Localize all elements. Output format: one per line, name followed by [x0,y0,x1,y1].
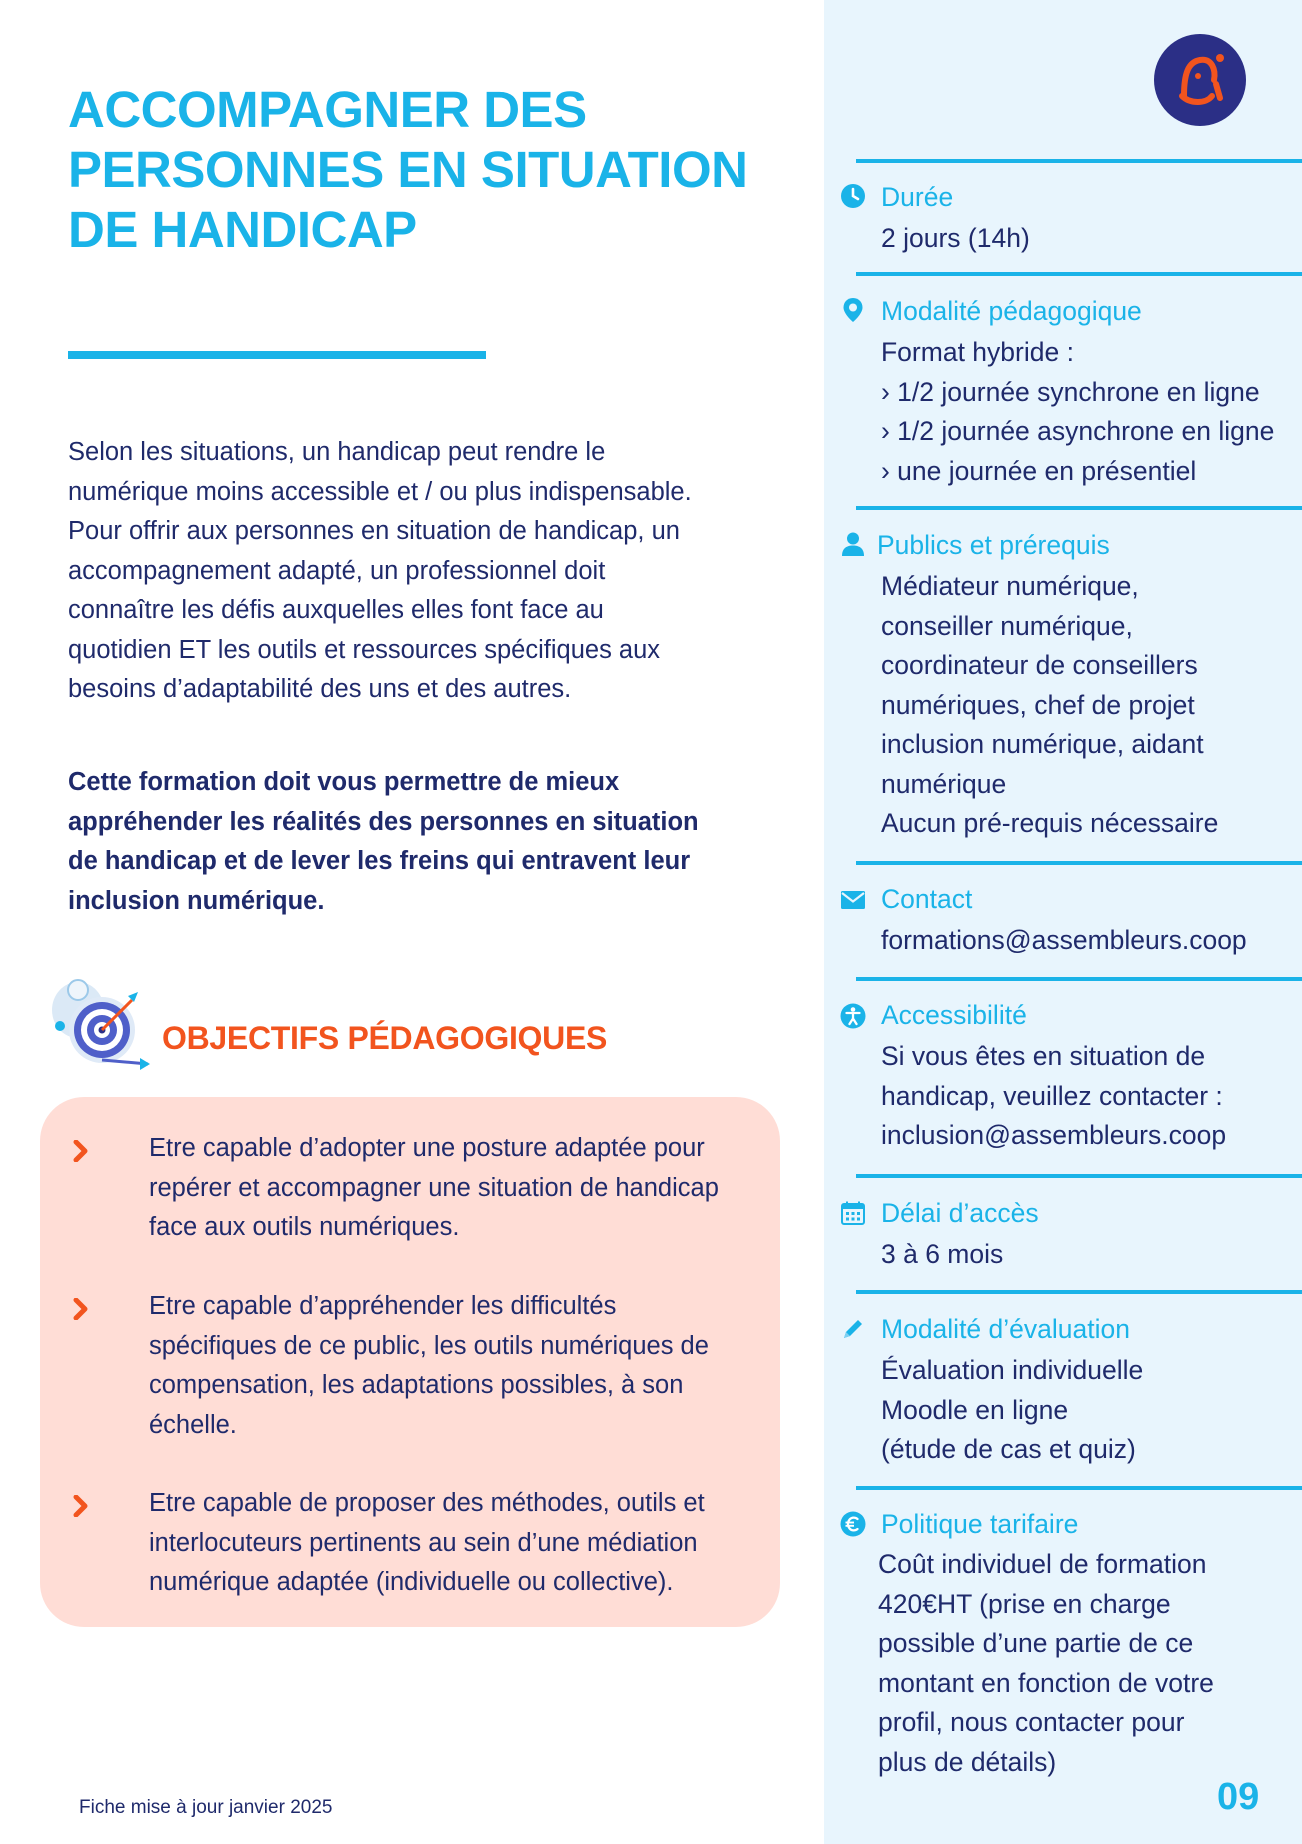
objectives-panel [40,1097,780,1627]
title-line: DE HANDICAP [68,201,417,258]
objective-item [72,1484,772,1603]
section-line: conseiller numérique, [881,610,1133,641]
objective-line: repérer et accompagner une situation de handicap [149,1173,719,1202]
intro-line: numérique moins accessible et / ou plus indispensable. [68,477,692,506]
audience-prerequisites-body [881,567,1218,844]
section-line: Si vous êtes en situation de [881,1041,1206,1071]
evaluation-modality-body [881,1351,1143,1470]
audience-prerequisites-heading: Publics et prérequis [877,530,1110,560]
section-line: montant en fonction de votre [878,1667,1214,1698]
page-number: 09 [1217,1776,1260,1818]
intro-line: Pour offrir aux personnes en situation de handicap, un [68,517,680,545]
intro-paragraph [68,433,768,710]
objectives-heading: OBJECTIFS PÉDAGOGIQUES [162,1020,608,1056]
location-pin-icon [840,297,866,323]
objective-line: interlocuteurs pertinents au sein d’une médiation [149,1528,698,1557]
clock-icon [840,183,866,209]
envelope-icon [840,887,866,913]
section-line: 3 à 6 mois [881,1239,1004,1269]
objective-line: spécifiques de ce public, les outils numériques de [149,1331,709,1360]
chevron-right-icon [72,1495,90,1517]
user-icon [840,531,866,557]
intro-line: besoins d’adaptabilité des uns et des autres. [68,675,572,703]
pricing-policy-body [878,1545,1214,1782]
accessibility-icon [840,1003,866,1029]
target-illustration-icon [48,978,152,1074]
accessibility-body [881,1037,1226,1156]
section-line: Médiateur numérique, [881,571,1139,601]
accessibility-email[interactable]: inclusion@assembleurs.coop [881,1120,1227,1150]
section-line: numérique [881,768,1007,799]
objective-line: Etre capable d’appréhender les difficultés [149,1292,617,1320]
goal-line: appréhender les réalités des personnes en situation [68,807,699,836]
accessibility-heading: Accessibilité [881,1000,1027,1030]
page-title [68,80,808,260]
contact-heading: Contact [881,884,973,914]
objective-line: échelle. [149,1410,237,1439]
contact-email[interactable]: formations@assembleurs.coop [881,925,1247,955]
evaluation-modality-heading: Modalité d’évaluation [881,1314,1130,1344]
section-divider [856,861,1302,865]
goal-line: inclusion numérique. [68,886,325,915]
goal-line: de handicap et de lever les freins qui entravent leur [68,847,691,875]
objective-line: face aux outils numériques. [149,1213,460,1241]
objective-line: Etre capable d’adopter une posture adaptée pour [149,1134,705,1162]
section-divider [856,1290,1302,1294]
objective-line: numérique adaptée (individuelle ou collective). [149,1568,674,1596]
section-divider [856,977,1302,981]
objective-line: compensation, les adaptations possibles, à son [149,1371,684,1399]
section-line: plus de détails) [878,1746,1057,1777]
title-line: ACCOMPAGNER DES [68,81,587,138]
section-line: numériques, chef de projet [881,689,1195,720]
section-line: Format hybride : [881,337,1074,367]
intro-line: Selon les situations, un handicap peut rendre le [68,438,606,466]
objective-line: Etre capable de proposer des méthodes, outils et [149,1489,705,1517]
section-line: Coût individuel de formation [878,1549,1207,1579]
section-line: handicap, veuillez contacter : [881,1080,1223,1111]
section-line: 2 jours (14h) [881,223,1030,253]
section-line: Aucun pré-requis nécessaire [881,808,1219,838]
pedagogical-modality-body [881,333,1274,491]
objective-item [72,1129,772,1248]
goal-paragraph [68,763,768,921]
pricing-policy-heading: Politique tarifaire [881,1509,1079,1539]
goal-line: Cette formation doit vous permettre de mieux [68,768,620,796]
section-line: › une journée en présentiel [881,455,1197,486]
section-divider [856,272,1302,276]
section-line: › 1/2 journée synchrone en ligne [881,376,1260,407]
title-underline-divider [68,351,486,359]
section-divider [856,506,1302,510]
access-delay-heading: Délai d’accès [881,1198,1039,1228]
section-line: coordinateur de conseillers [881,650,1198,680]
assembleurs-logo [1154,34,1246,126]
intro-line: quotidien ET les outils et ressources spécifiques aux [68,635,661,664]
chevron-right-icon [72,1140,90,1162]
section-line: possible d’une partie de ce [878,1628,1194,1658]
intro-line: accompagnement adapté, un professionnel doit [68,556,606,585]
section-line: inclusion numérique, aidant [881,729,1204,759]
access-delay-body [881,1235,1003,1275]
pedagogical-modality-heading: Modalité pédagogique [881,296,1142,326]
duration-heading: Durée [881,182,954,212]
euro-icon [840,1511,866,1537]
section-divider [856,159,1302,163]
section-divider [856,1486,1302,1490]
contact-body [881,921,1247,961]
section-line: Moodle en ligne [881,1394,1069,1425]
update-date-footer: Fiche mise à jour janvier 2025 [79,1797,333,1818]
title-line: PERSONNES EN SITUATION [68,141,748,198]
chevron-right-icon [72,1298,90,1320]
objective-item [72,1287,772,1445]
section-line: 420€HT (prise en charge [878,1588,1171,1619]
section-line: (étude de cas et quiz) [881,1434,1136,1464]
section-line: › 1/2 journée asynchrone en ligne [881,416,1275,446]
calendar-icon [840,1200,866,1226]
section-line: profil, nous contacter pour [878,1707,1185,1737]
intro-line: connaître les défis auxquelles elles font face au [68,596,604,624]
section-divider [856,1174,1302,1178]
section-line: Évaluation individuelle [881,1355,1144,1385]
pencil-icon [840,1316,866,1342]
duration-body [881,219,1030,259]
